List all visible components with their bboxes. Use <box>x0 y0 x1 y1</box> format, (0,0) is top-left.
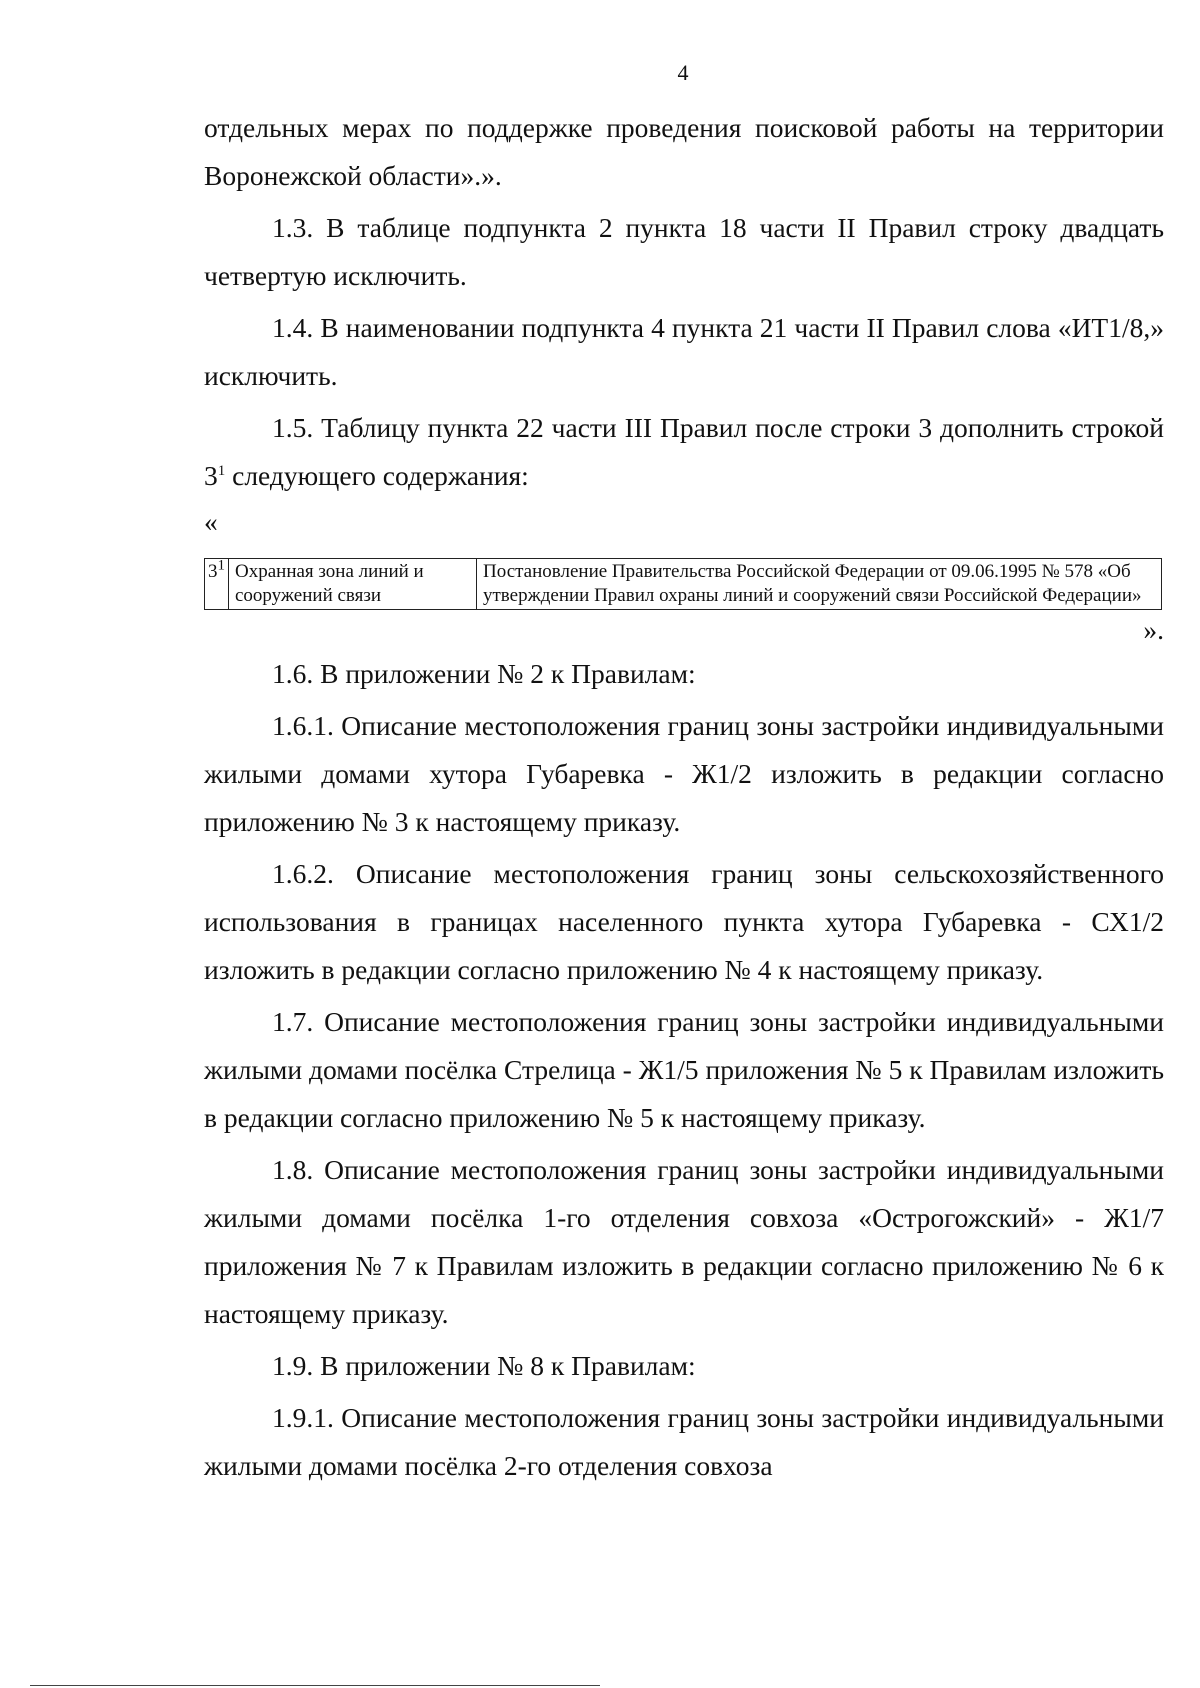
zone-cell: Охранная зона линий и сооружений связи <box>229 559 477 610</box>
paragraph-1-6: 1.6. В приложении № 2 к Правилам: <box>272 658 696 689</box>
footer-rule <box>30 1685 600 1686</box>
paragraph-1-9: 1.9. В приложении № 8 к Правилам: <box>272 1350 696 1381</box>
table-row <box>205 559 1162 610</box>
paragraph-1-6-1: 1.6.1. Описание местоположения границ зоны застройки индивидуальными жилыми домами хутора Губаревка - Ж1/2 изложить в редакции согласно приложению № 3 к настоящему приказу. <box>204 710 1164 837</box>
row-number-sup: 1 <box>217 557 225 574</box>
paragraph-1-3: 1.3. В таблице подпункта 2 пункта 18 части II Правил строку двадцать четвертую исключить. <box>204 212 1164 291</box>
page-number: 4 <box>677 60 689 85</box>
row-number: 3 <box>208 561 218 582</box>
document-body <box>204 104 1164 1490</box>
superscript: 1 <box>217 462 226 479</box>
paragraph-1-9-1: 1.9.1. Описание местоположения границ зоны застройки индивидуальными жилыми домами посёлка 2-го отделения совхоза <box>204 1402 1164 1481</box>
paragraph-1-5-text: 1.5. Таблицу пункта 22 части III Правил после строки 3 дополнить строкой 3 <box>204 412 1164 491</box>
quote-open: « <box>204 506 218 537</box>
paragraph-1-5 <box>204 404 1164 500</box>
paragraph-1-6-2: 1.6.2. Описание местоположения границ зоны сельскохозяйственного использования в границах населенного пункта хутора Губаревка - СХ1/2 изложить в редакции согласно приложению № 4 к настоящему приказу. <box>204 858 1164 985</box>
paragraph-continuation: отдельных мерах по поддержке проведения поисковой работы на территории Воронежской области».». <box>204 112 1164 191</box>
basis-cell: Постановление Правительства Российской Федерации от 09.06.1995 № 578 «Об утверждении Правил охраны линий и сооружений связи Российской Федерации» <box>477 559 1162 610</box>
paragraph-1-4: 1.4. В наименовании подпункта 4 пункта 21 части II Правил слова «ИТ1/8,» исключить. <box>204 312 1164 391</box>
paragraph-1-8: 1.8. Описание местоположения границ зоны застройки индивидуальными жилыми домами посёлка 1-го отделения совхоза «Острогожский» - Ж1/7 приложения № 7 к Правилам изложить в редакции согласно приложению № 6 к настоящему приказу. <box>204 1154 1164 1329</box>
row-number-cell <box>205 559 229 610</box>
paragraph-1-7: 1.7. Описание местоположения границ зоны застройки индивидуальными жилыми домами посёлка Стрелица - Ж1/5 приложения № 5 к Правилам изложить в редакции согласно приложению № 5 к настоящему приказу. <box>204 1006 1164 1133</box>
amendment-table <box>204 558 1162 610</box>
quote-close: ». <box>1143 614 1164 645</box>
paragraph-1-5-tail: следующего содержания: <box>225 460 529 491</box>
